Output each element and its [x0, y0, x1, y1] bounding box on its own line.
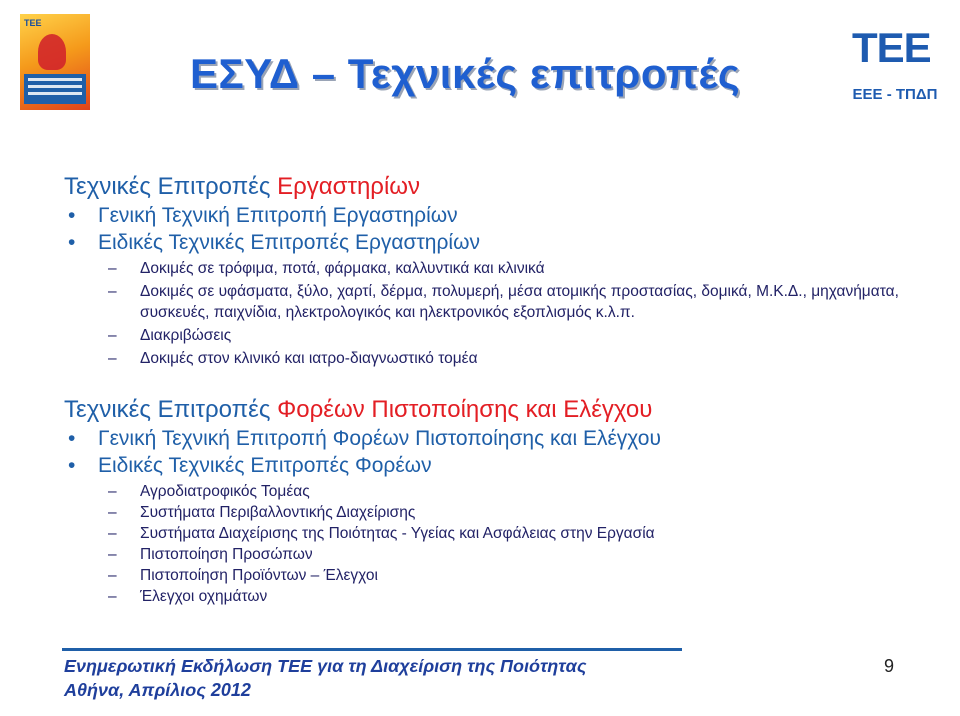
dash-marker: –	[108, 260, 117, 277]
slide-title: ΕΣΥΔ – Τεχνικές επιτροπές	[190, 50, 741, 97]
sub-item: – Πιστοποίηση Προϊόντων – Έλεγχοι	[108, 567, 378, 584]
footer-date: Αθήνα, Απρίλιος 2012	[64, 680, 251, 700]
sub-item: – Πιστοποίηση Προσώπων	[108, 546, 313, 563]
section-heading-highlight: Εργαστηρίων	[277, 173, 421, 200]
section-heading-laboratories	[64, 172, 944, 202]
footer-divider	[62, 648, 682, 651]
section-heading-highlight: Φορέων Πιστοποίησης και Ελέγχου	[277, 396, 653, 423]
bullet-item: • Γενική Τεχνική Επιτροπή Φορέων Πιστοποίησης και Ελέγχου	[64, 425, 944, 452]
sub-item: – Αγροδιατροφικός Τομέας	[108, 483, 310, 500]
section-heading-prefix: Τεχνικές Επιτροπές	[64, 396, 278, 423]
sub-item: – Δοκιμές σε τρόφιμα, ποτά, φάρμακα, καλλυντικά και κλινικά	[108, 260, 545, 277]
dash-marker: –	[108, 525, 117, 542]
dash-marker: –	[108, 350, 117, 367]
page-number: 9	[884, 656, 895, 676]
dash-marker: –	[108, 567, 117, 584]
sub-item: – Διακριβώσεις	[108, 327, 232, 344]
sub-item: – Δοκιμές στον κλινικό και ιατρο-διαγνωστικό τομέα	[108, 350, 478, 367]
dash-marker: –	[108, 546, 117, 563]
bullet-item: • Γενική Τεχνική Επιτροπή Εργαστηρίων	[64, 202, 944, 229]
sub-item: – Συστήματα Περιβαλλοντικής Διαχείρισης	[108, 504, 416, 521]
bullet-item: • Ειδικές Τεχνικές Επιτροπές Φορέων	[64, 452, 944, 479]
tee-logo-subtitle: ΕΕΕ - ΤΠΔΠ	[852, 86, 938, 103]
dash-marker: –	[108, 483, 117, 500]
event-logo-banner	[24, 74, 86, 104]
event-logo-figure	[38, 34, 66, 70]
slide-content	[64, 172, 944, 607]
dash-marker: –	[108, 588, 117, 605]
dash-marker: –	[108, 327, 117, 344]
section-heading-certification-bodies	[64, 395, 944, 425]
sub-item: – Συστήματα Διαχείρισης της Ποιότητας - Υγείας και Ασφάλειας στην Εργασία	[108, 525, 655, 542]
dash-marker: –	[108, 504, 117, 521]
section-heading-prefix: Τεχνικές Επιτροπές	[64, 173, 278, 200]
event-logo	[20, 14, 90, 110]
footer-event-title: Ενημερωτική Εκδήλωση ΤΕΕ για τη Διαχείριση της Ποιότητας	[64, 656, 587, 676]
tee-logo: ΤΕΕ	[852, 24, 931, 71]
sub-item: – Έλεγχοι οχημάτων	[108, 588, 268, 605]
dash-marker: –	[108, 283, 117, 300]
bullet-item: • Ειδικές Τεχνικές Επιτροπές Εργαστηρίων	[64, 229, 944, 256]
event-logo-label: ΤΕΕ	[24, 18, 42, 28]
sub-item: – Δοκιμές σε υφάσματα, ξύλο, χαρτί, δέρμα, πολυμερή, μέσα ατομικής προστασίας, δομικά, Μ.Κ.Δ., μηχανήματα, συσκευές, παιχνίδια, ηλεκτρολογικός και ηλεκτρονικός εξοπλισμός κ.λ.π.	[108, 283, 899, 321]
